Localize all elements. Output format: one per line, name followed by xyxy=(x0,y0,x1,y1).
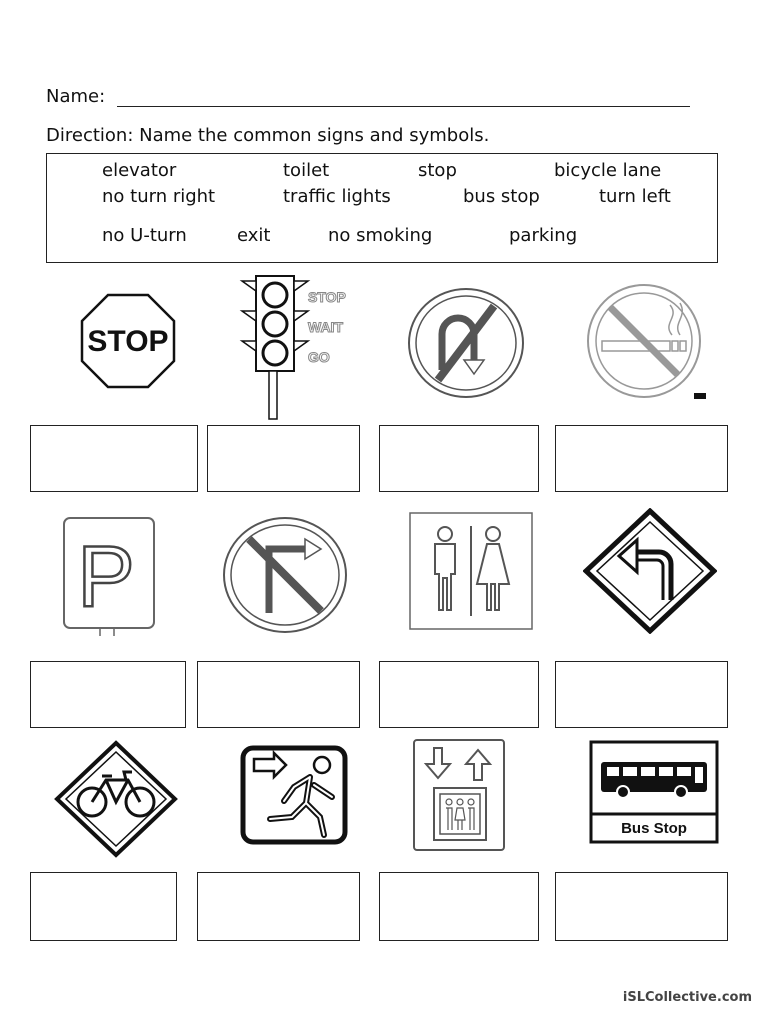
stop-sign-text: STOP xyxy=(87,325,169,358)
traffic-wait-label: WAIT xyxy=(308,319,343,335)
no-smoking-icon xyxy=(582,283,708,403)
name-line[interactable] xyxy=(117,106,690,107)
answer-box-8[interactable] xyxy=(555,661,728,728)
traffic-go-label: GO xyxy=(308,349,330,365)
answer-box-11[interactable] xyxy=(379,872,539,941)
word-no-turn-right: no turn right xyxy=(102,186,216,207)
answer-box-1[interactable] xyxy=(30,425,198,492)
word-bicycle-lane: bicycle lane xyxy=(554,160,662,181)
answer-box-4[interactable] xyxy=(555,425,728,492)
answer-box-2[interactable] xyxy=(207,425,360,492)
footer-watermark: iSLCollective.com xyxy=(622,990,752,1005)
traffic-light-icon xyxy=(238,273,358,421)
parking-letter: P xyxy=(77,529,135,625)
parking-sign-icon xyxy=(62,516,156,638)
word-bus-stop: bus stop xyxy=(463,186,540,207)
stop-sign-icon xyxy=(80,293,176,389)
no-turn-right-icon xyxy=(221,515,349,635)
word-toilet: toilet xyxy=(283,160,330,181)
word-turn-left: turn left xyxy=(599,186,671,207)
answer-box-10[interactable] xyxy=(197,872,360,941)
toilet-sign-icon xyxy=(409,512,533,630)
answer-box-12[interactable] xyxy=(555,872,728,941)
bus-stop-sign-icon xyxy=(589,740,719,844)
answer-box-6[interactable] xyxy=(197,661,360,728)
word-elevator: elevator xyxy=(102,160,177,181)
answer-box-5[interactable] xyxy=(30,661,186,728)
direction-text: Direction: Name the common signs and symbols. xyxy=(46,125,490,146)
traffic-stop-label: STOP xyxy=(308,289,346,305)
word-no-u-turn: no U-turn xyxy=(102,225,187,246)
word-stop: stop xyxy=(418,160,457,181)
elevator-sign-icon xyxy=(412,738,506,852)
bus-stop-text: Bus Stop xyxy=(621,820,687,837)
exit-sign-icon xyxy=(240,745,348,845)
word-exit: exit xyxy=(237,225,271,246)
answer-box-9[interactable] xyxy=(30,872,177,941)
word-parking: parking xyxy=(509,225,578,246)
no-u-turn-icon xyxy=(406,286,526,400)
turn-left-icon xyxy=(583,508,717,634)
bicycle-lane-icon xyxy=(54,740,178,858)
answer-box-3[interactable] xyxy=(379,425,539,492)
word-bank xyxy=(46,153,718,263)
word-no-smoking: no smoking xyxy=(328,225,433,246)
word-traffic-lights: traffic lights xyxy=(283,186,391,207)
name-label: Name: xyxy=(46,86,106,107)
answer-box-7[interactable] xyxy=(379,661,539,728)
